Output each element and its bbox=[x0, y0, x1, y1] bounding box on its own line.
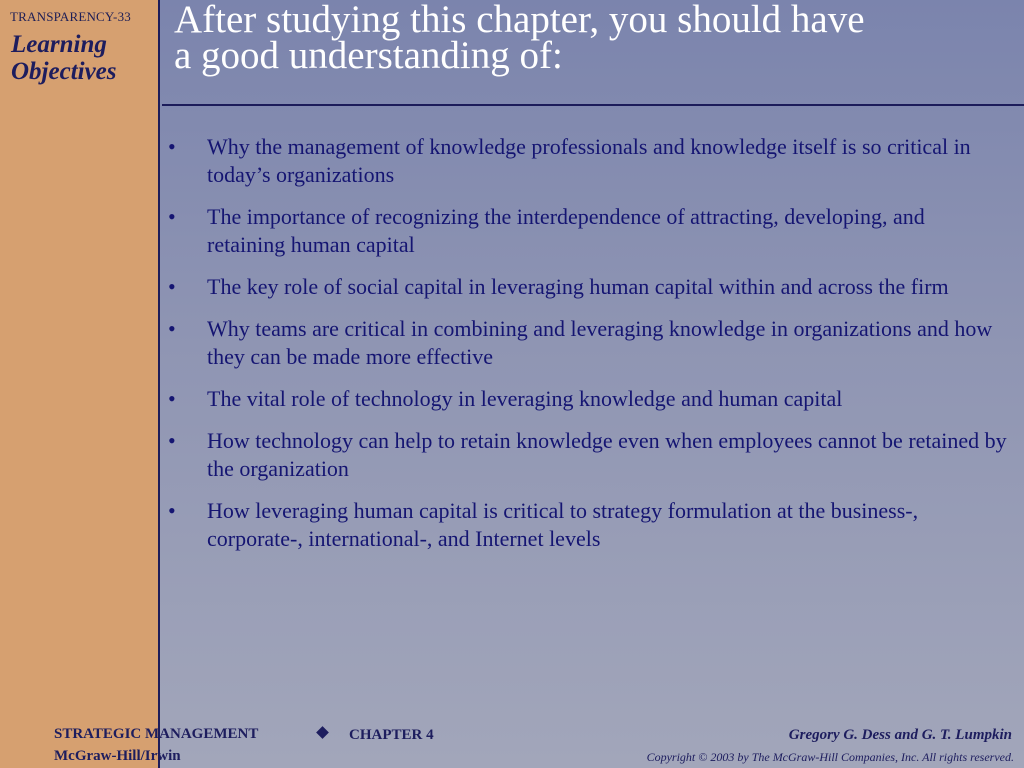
list-item bbox=[168, 427, 1008, 483]
transparency-label: TRANSPARENCY-33 bbox=[10, 9, 131, 24]
objectives-list bbox=[168, 133, 1008, 567]
section-title-line2: Objectives bbox=[11, 58, 117, 85]
bullet-icon: • bbox=[168, 428, 176, 453]
list-item bbox=[168, 315, 1008, 371]
footer-chapter: CHAPTER 4 bbox=[349, 727, 434, 743]
bullet-icon: • bbox=[168, 204, 176, 229]
list-item bbox=[168, 497, 1008, 553]
slide-title bbox=[174, 0, 1014, 77]
bullet-icon: • bbox=[168, 498, 176, 523]
title-divider bbox=[162, 104, 1024, 106]
section-title bbox=[11, 31, 117, 85]
diamond-icon bbox=[316, 726, 329, 739]
bullet-icon: • bbox=[168, 274, 176, 299]
footer-copyright: Copyright © 2003 by The McGraw-Hill Companies, Inc. All rights reserved. bbox=[646, 750, 1014, 764]
bullet-icon: • bbox=[168, 386, 176, 411]
footer-course: STRATEGIC MANAGEMENT bbox=[54, 726, 259, 742]
list-item bbox=[168, 385, 1008, 413]
slide-title-line1: After studying this chapter, you should have bbox=[174, 0, 865, 41]
list-item-text: Why teams are critical in combining and leveraging knowledge in organizations and how they can be made more effective bbox=[207, 316, 993, 369]
list-item-text: The vital role of technology in leveraging knowledge and human capital bbox=[207, 386, 843, 411]
bullet-icon: • bbox=[168, 134, 176, 159]
list-item bbox=[168, 203, 1008, 259]
list-item-text: How technology can help to retain knowledge even when employees cannot be retained by the organization bbox=[207, 428, 1007, 481]
list-item-text: Why the management of knowledge professionals and knowledge itself is so critical in today’s organizations bbox=[207, 134, 971, 187]
footer-publisher: McGraw-Hill/Irwin bbox=[54, 748, 181, 764]
footer-authors: Gregory G. Dess and G. T. Lumpkin bbox=[788, 727, 1012, 743]
list-item-text: The key role of social capital in leveraging human capital within and across the firm bbox=[207, 274, 949, 299]
bullet-icon: • bbox=[168, 316, 176, 341]
list-item bbox=[168, 133, 1008, 189]
sidebar-panel bbox=[0, 0, 160, 768]
list-item-text: The importance of recognizing the interdependence of attracting, developing, and retaining human capital bbox=[207, 204, 925, 257]
list-item bbox=[168, 273, 1008, 301]
slide-title-line2: a good understanding of: bbox=[174, 34, 563, 77]
list-item-text: How leveraging human capital is critical to strategy formulation at the business-, corporate-, international-, and Internet levels bbox=[207, 498, 919, 551]
section-title-line1: Learning bbox=[11, 31, 107, 58]
